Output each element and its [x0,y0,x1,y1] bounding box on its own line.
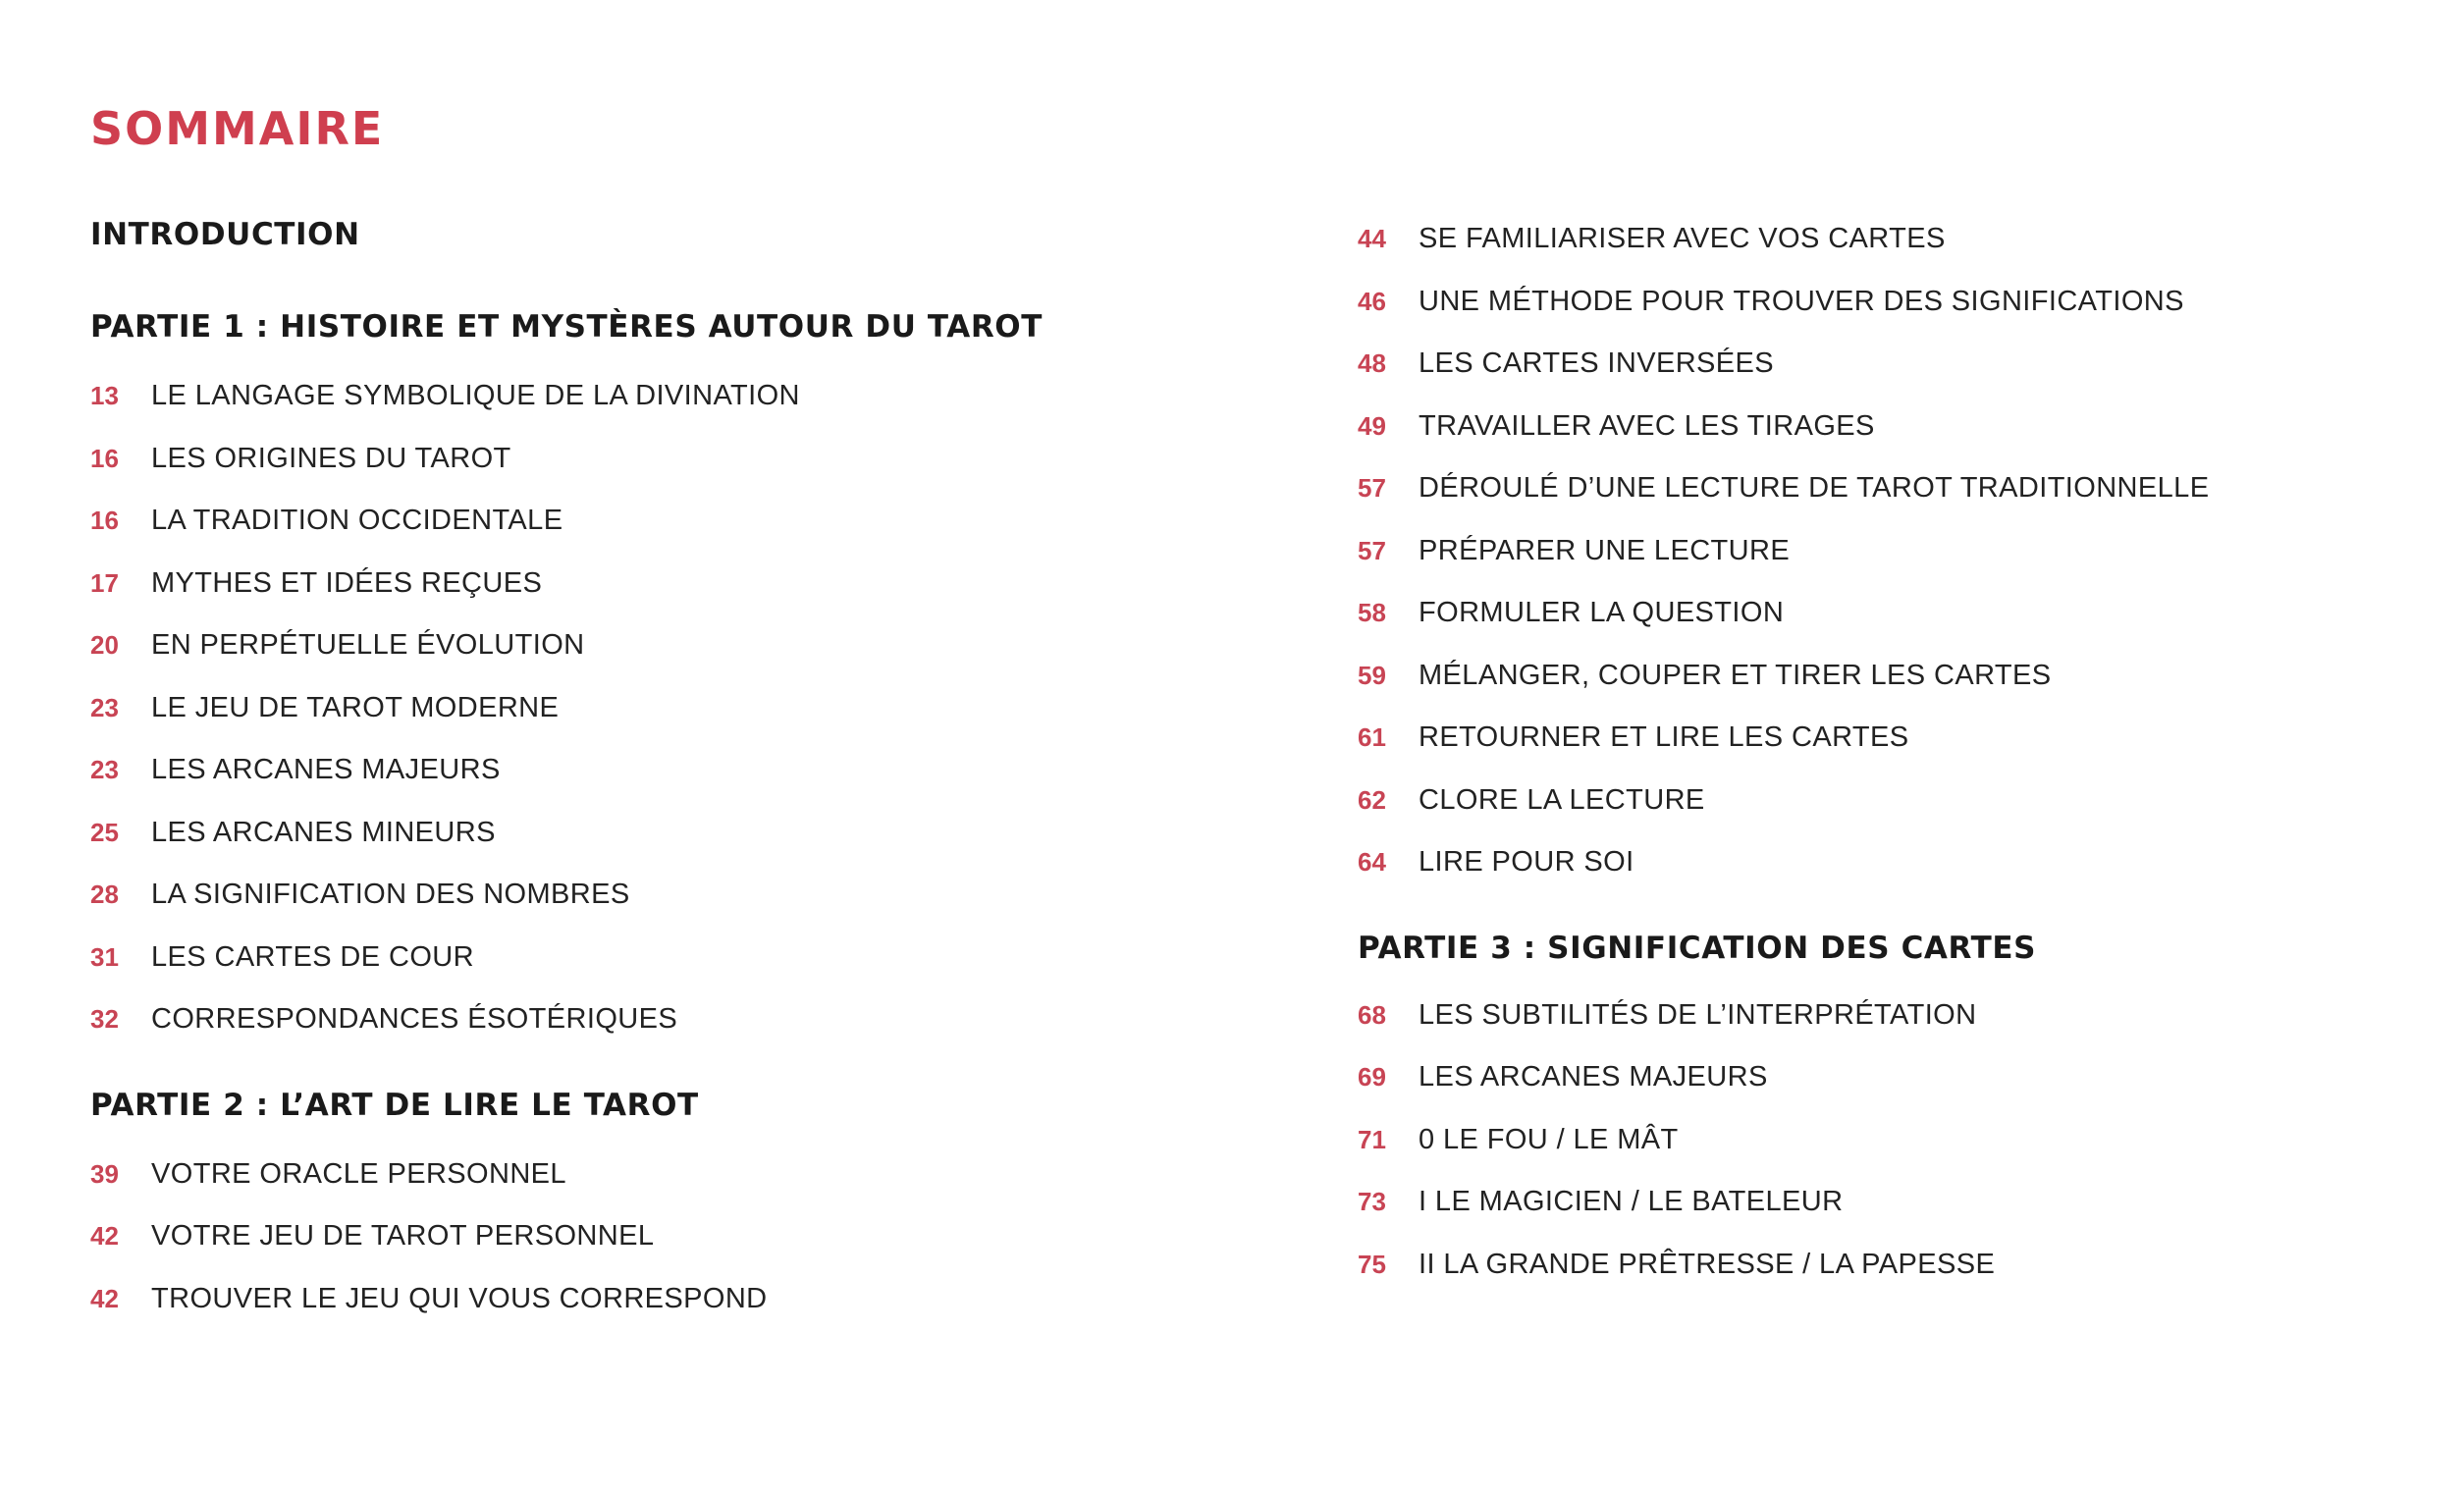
part-3-entries [1358,985,2464,1297]
entry-page-number: 16 [90,506,119,536]
toc-entry[interactable] [1358,645,2464,708]
entry-page-number: 75 [1358,1249,1386,1279]
entry-page-number: 57 [1358,535,1386,565]
entry-page-number: 58 [1358,598,1386,628]
entry-label: SE FAMILIARISER AVEC VOS CARTES [1419,223,1946,255]
entry-label: LA TRADITION OCCIDENTALE [151,505,563,537]
toc-entry[interactable] [90,802,1219,865]
entry-page-number: 69 [1358,1062,1386,1093]
toc-column-left [90,210,1219,1330]
part-2-continued-entries [1358,208,2464,894]
entry-page-number: 64 [1358,847,1386,878]
toc-entry[interactable] [90,614,1219,677]
entry-label: LES CARTES INVERSÉES [1419,347,1775,380]
entry-label: EN PERPÉTUELLE ÉVOLUTION [151,629,585,662]
entry-page-number: 46 [1358,286,1386,316]
entry-page-number: 23 [90,692,119,722]
entry-page-number: 23 [90,755,119,785]
toc-entry[interactable] [90,428,1219,491]
toc-entry[interactable] [1358,1171,2464,1234]
toc-entry[interactable] [1358,1234,2464,1297]
entry-page-number: 13 [90,381,119,411]
entry-label: LES ARCANES MINEURS [151,816,496,848]
entry-label: LE JEU DE TAROT MODERNE [151,691,560,723]
toc-entry[interactable] [1358,831,2464,894]
entry-page-number: 49 [1358,410,1386,441]
entry-label: LES ORIGINES DU TAROT [151,442,511,474]
entry-page-number: 20 [90,630,119,661]
entry-page-number: 28 [90,880,119,910]
toc-entry[interactable] [1358,770,2464,832]
toc-entry[interactable] [1358,985,2464,1047]
toc-entry[interactable] [90,988,1219,1051]
entry-label: LA SIGNIFICATION DES NOMBRES [151,879,630,911]
entry-page-number: 48 [1358,348,1386,379]
entry-label: I LE MAGICIEN / LE BATELEUR [1419,1186,1844,1218]
part-3-heading[interactable]: PARTIE 3 : SIGNIFICATION DES CARTES [1358,930,2037,966]
entry-label: DÉROULÉ D’UNE LECTURE DE TAROT TRADITIONNELLE [1419,472,2210,505]
entry-label: LES CARTES DE COUR [151,940,474,973]
toc-column-right [1358,210,2464,1296]
entry-label: LES ARCANES MAJEURS [151,754,501,786]
entry-label: FORMULER LA QUESTION [1419,597,1785,629]
toc-entry[interactable] [90,1205,1219,1268]
part-2-heading[interactable]: PARTIE 2 : L’ART DE LIRE LE TAROT [90,1087,699,1123]
entry-label: CLORE LA LECTURE [1419,783,1705,816]
entry-page-number: 17 [90,567,119,598]
entry-page-number: 61 [1358,722,1386,753]
entry-label: RETOURNER ET LIRE LES CARTES [1419,721,1909,754]
entry-page-number: 39 [90,1158,119,1189]
toc-entry[interactable] [1358,707,2464,770]
entry-label: MYTHES ET IDÉES REÇUES [151,566,543,599]
entry-label: PRÉPARER UNE LECTURE [1419,534,1791,566]
entry-page-number: 57 [1358,473,1386,504]
entry-label: 0 LE FOU / LE MÂT [1419,1123,1679,1155]
section-spacer [90,1051,1219,1081]
entry-page-number: 31 [90,941,119,972]
entry-page-number: 42 [90,1283,119,1313]
entry-label: CORRESPONDANCES ÉSOTÉRIQUES [151,1003,678,1036]
part-2-entries [90,1144,1219,1331]
entry-label: LIRE POUR SOI [1419,846,1634,879]
toc-entry[interactable] [1358,271,2464,334]
toc-entry[interactable] [90,864,1219,927]
entry-page-number: 71 [1358,1124,1386,1154]
toc-entry[interactable] [90,365,1219,428]
toc-entry[interactable] [1358,1046,2464,1109]
entry-label: UNE MÉTHODE POUR TROUVER DES SIGNIFICATIONS [1419,285,2184,317]
page-title: SOMMAIRE [90,102,385,155]
toc-entry[interactable] [1358,333,2464,396]
toc-entry[interactable] [1358,520,2464,583]
entry-page-number: 42 [90,1221,119,1252]
part-1-heading[interactable]: PARTIE 1 : HISTOIRE ET MYSTÈRES AUTOUR DU TAROT [90,309,1043,345]
entry-label: TROUVER LE JEU QUI VOUS CORRESPOND [151,1282,768,1314]
entry-page-number: 68 [1358,999,1386,1030]
toc-entry[interactable] [90,490,1219,553]
toc-entry[interactable] [90,677,1219,740]
toc-entry[interactable] [90,927,1219,989]
entry-page-number: 44 [1358,224,1386,254]
toc-entry[interactable] [1358,396,2464,458]
toc-entry[interactable] [1358,1109,2464,1172]
entry-label: LE LANGAGE SYMBOLIQUE DE LA DIVINATION [151,380,800,412]
entry-label: VOTRE JEU DE TAROT PERSONNEL [151,1220,655,1253]
entry-page-number: 16 [90,443,119,473]
entry-page-number: 62 [1358,784,1386,815]
toc-entry[interactable] [90,1144,1219,1206]
entry-page-number: 59 [1358,660,1386,690]
toc-entry[interactable] [90,739,1219,802]
section-spacer [1358,894,2464,924]
entry-label: MÉLANGER, COUPER ET TIRER LES CARTES [1419,659,2052,691]
toc-entry[interactable] [1358,582,2464,645]
toc-entry[interactable] [90,553,1219,615]
entry-page-number: 73 [1358,1187,1386,1217]
toc-entry[interactable] [1358,208,2464,271]
toc-entry[interactable] [1358,457,2464,520]
entry-label: II LA GRANDE PRÊTRESSE / LA PAPESSE [1419,1248,1996,1280]
part-1-entries [90,365,1219,1051]
entry-label: LES SUBTILITÉS DE L’INTERPRÉTATION [1419,998,1977,1031]
entry-label: VOTRE ORACLE PERSONNEL [151,1157,566,1190]
entry-page-number: 25 [90,817,119,847]
entry-page-number: 32 [90,1004,119,1035]
entry-label: TRAVAILLER AVEC LES TIRAGES [1419,409,1875,442]
toc-entry[interactable] [90,1268,1219,1331]
introduction-heading[interactable]: INTRODUCTION [90,217,360,252]
entry-label: LES ARCANES MAJEURS [1419,1061,1768,1093]
